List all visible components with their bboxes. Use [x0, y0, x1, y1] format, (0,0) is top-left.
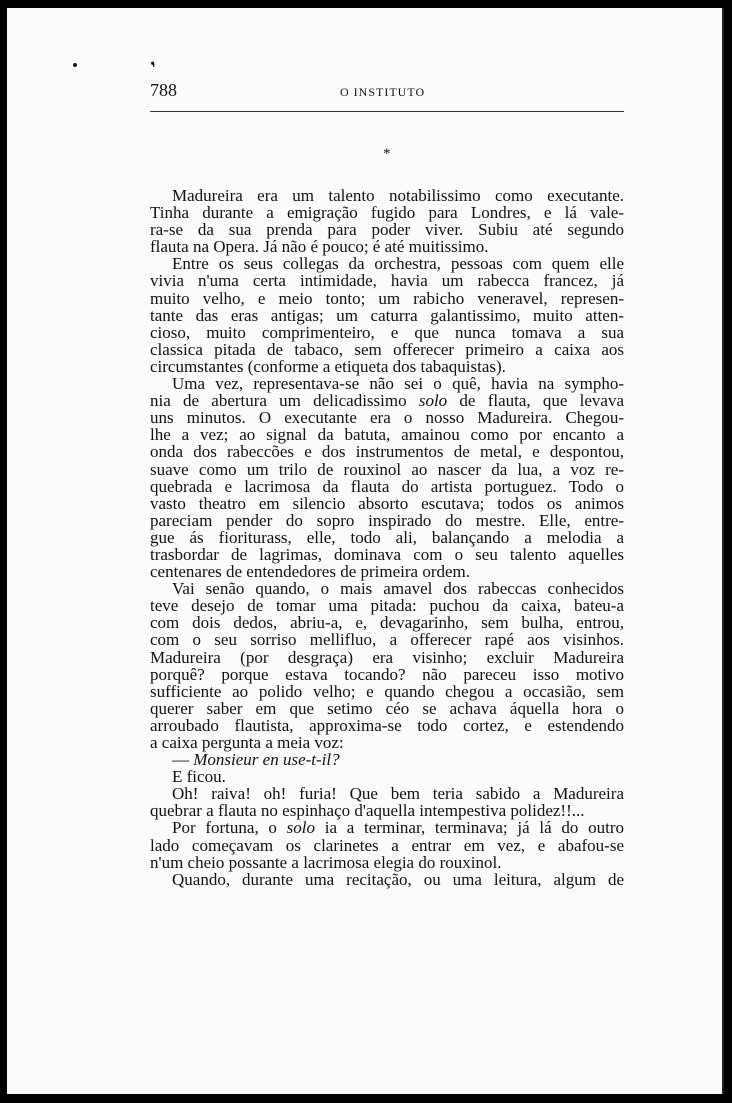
text-line: ra-se da sua prenda para poder viver. Subiu até segundo: [150, 220, 624, 240]
text-line: querer saber em que setimo céo se achava áquella hora o: [150, 698, 624, 718]
text-line: Entre os seus collegas da orchestra, pessoas com quem elle: [172, 254, 624, 274]
text-line: Por fortuna, o solo ia a terminar, terminava; já lá do outro: [172, 818, 624, 838]
text-line: n'um cheio possante a lacrimosa elegia do rouxinol.: [150, 852, 502, 872]
text-line: centenares de entendedores de primeira ordem.: [150, 562, 471, 582]
text-line: cioso, muito comprimenteiro, e que nunca tomava a sua: [150, 322, 624, 342]
page-header: [150, 80, 624, 112]
text-line: sufficiente ao polido velho; e quando chegou a occasião, sem: [150, 681, 624, 701]
text-line: vivia n'uma certa intimidade, havia um rabecca francez, já: [150, 271, 624, 291]
text-line: classica pitada de tabaco, sem offerecer primeiro a caixa aos: [150, 339, 624, 359]
text-line: tante das eras antigas; um caturra galantissimo, muito atten-: [150, 305, 624, 325]
text-line: Tinha durante a emigração fugido para Londres, e lá vale-: [150, 203, 624, 223]
text-line: Vai senão quando, o mais amavel dos rabeccas conhecidos: [172, 579, 624, 599]
ink-dot-mark: [73, 63, 77, 67]
text-line: com dois dedos, abriu-a, e, devagarinho, sem bulha, entrou,: [150, 613, 624, 633]
text-line: uns minutos. O executante era o nosso Madureira. Chegou-: [150, 408, 624, 428]
text-line: pareciam pender do sopro inspirado do mestre. Elle, entre-: [150, 510, 624, 530]
section-asterism: *: [383, 146, 391, 162]
text-line: porquê? porque estava tocando? não pareceu isso motivo: [150, 664, 624, 684]
text-line: arroubado flautista, approxima-se todo cortez, e estendendo: [150, 715, 624, 735]
text-line: nia de abertura um delicadissimo solo de flauta, que levava: [150, 391, 624, 411]
header-rule: [150, 111, 624, 112]
text-line: teve desejo de tomar uma pitada: puchou da caixa, bateu-a: [150, 596, 624, 616]
text-line: quebrar a flauta no espinhaço d'aquella intempestiva polidez!!...: [150, 801, 585, 821]
text-line: quebrada e lacrimosa da flauta do artista portuguez. Todo o: [150, 476, 624, 496]
body-text: [150, 187, 624, 888]
text-line: lado começavam os clarinetes a entrar em vez, e abafou-se: [150, 835, 624, 855]
text-line: flauta na Opera. Já não é pouco; é até muitissimo.: [150, 237, 489, 257]
text-line: suave como um trilo de rouxinol ao nascer da lua, a voz re-: [150, 459, 624, 479]
text-line: — Monsieur en use-t-il?: [172, 750, 340, 770]
text-line: circumstantes (conforme a etiqueta dos tabaquistas).: [150, 356, 506, 376]
text-line: a caixa pergunta a meia voz:: [150, 733, 344, 752]
text-line: Oh! raiva! oh! furia! Que bem teria sabido a Madureira: [172, 784, 624, 804]
text-line: Uma vez, representava-se não sei o quê, havia na sympho-: [172, 374, 624, 394]
text-line: trasbordar de lagrimas, dominava com o seu talento aquelles: [150, 544, 624, 564]
text-line: Madureira era um talento notabilissimo como executante.: [172, 186, 624, 205]
text-line: vasto theatro em silencio absorto escutava; todos os animos: [150, 493, 624, 513]
text-line: gue ás fioriturass, elle, todo ali, balançando a melodia a: [150, 527, 624, 547]
text-line: onda dos rabeccões e dos instrumentos de metal, e despontou,: [150, 442, 624, 462]
text-line: muito velho, e meio tonto; um rabicho veneravel, represen-: [150, 288, 624, 308]
text-line: Madureira (por desgraça) era visinho; excluir Madureira: [150, 647, 624, 667]
ink-speck-mark: ❜: [149, 59, 161, 78]
running-title: O INSTITUTO: [340, 85, 426, 99]
text-line: lhe a vez; ao signal da batuta, amainou como por encanto a: [150, 425, 624, 445]
text-line: com o seu sorriso mellifluo, a offerecer rapé aos visinhos.: [150, 630, 624, 650]
page-number: 788: [150, 80, 177, 100]
text-line: E ficou.: [172, 767, 226, 787]
text-line: Quando, durante uma recitação, ou uma leitura, algum de: [172, 869, 624, 889]
